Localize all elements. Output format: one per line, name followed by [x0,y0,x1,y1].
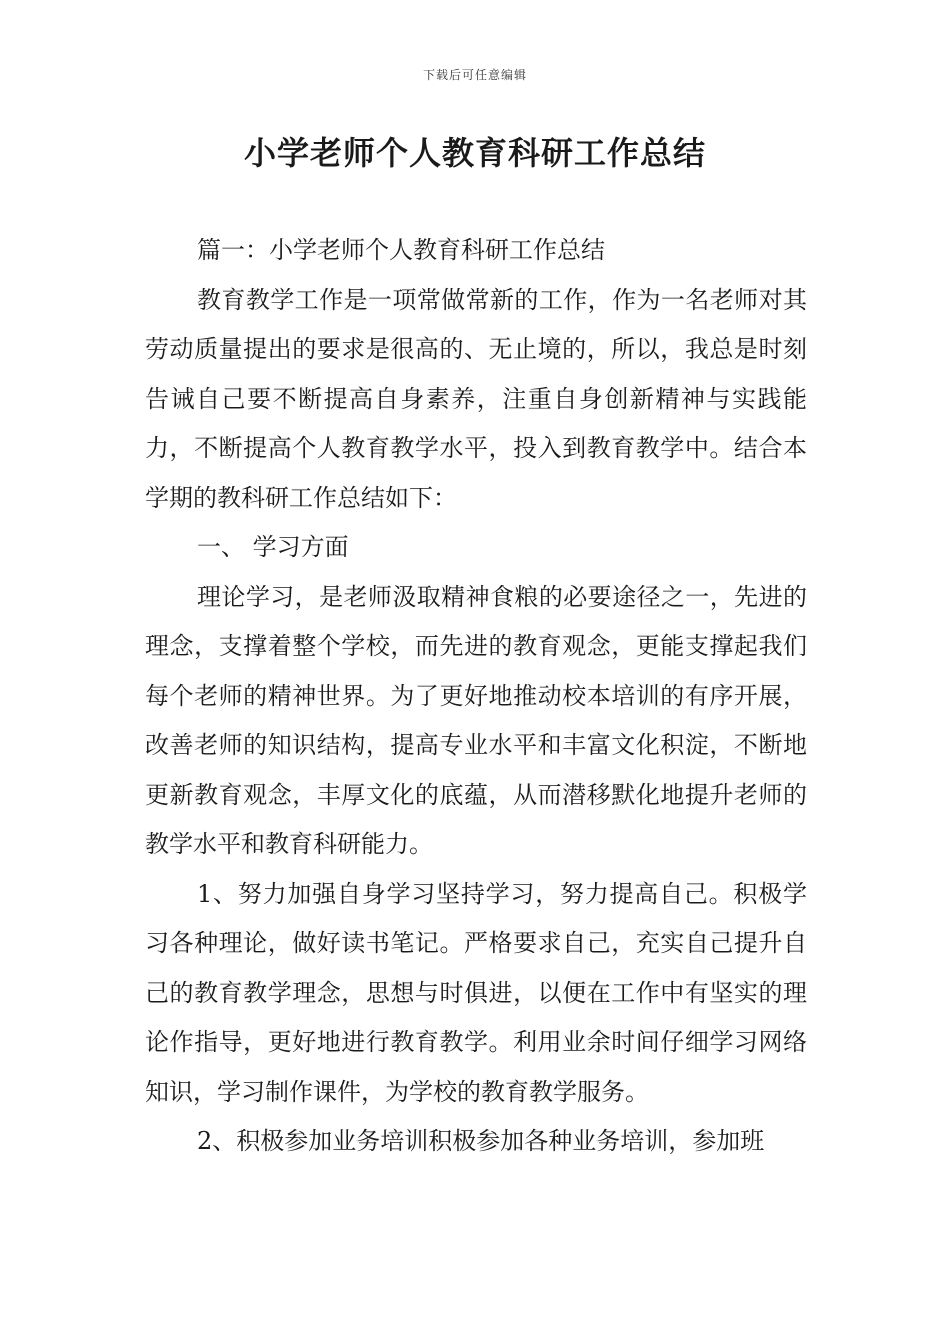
paragraph-item-2: 2、积极参加业务培训积极参加各种业务培训，参加班 [197,1127,765,1155]
document-body [145,226,807,1167]
paragraph-item-1: 1、努力加强自身学习坚持学习，努力提高自己。积极学习各种理论，做好读书笔记。严格要求自己，充实自己提升自己的教育教学理念，思想与时俱进，以便在工作中有坚实的理论作指导，更好地进行教育教学。利用业余时间仔细学习网络知识，学习制作课件，为学校的教育教学服务。 [145,879,807,1106]
section-heading-study: 一、 学习方面 [197,533,349,561]
subtitle-heading: 篇一：小学老师个人教育科研工作总结 [197,236,605,264]
paragraph-intro: 教育教学工作是一项常做常新的工作，作为一名老师对其劳动质量提出的要求是很高的、无止境的，所以，我总是时刻告诫自己要不断提高自身素养，注重自身创新精神与实践能力，不断提高个人教育教学水平，投入到教育教学中。结合本学期的教科研工作总结如下： [145,285,807,512]
document-title: 小学老师个人教育科研工作总结 [243,134,706,172]
paragraph-theory-study: 理论学习，是老师汲取精神食粮的必要途径之一，先进的理念，支撑着整个学校，而先进的教育观念，更能支撑起我们每个老师的精神世界。为了更好地推动校本培训的有序开展，改善老师的知识结构，提高专业水平和丰富文化积淀，不断地更新教育观念，丰厚文化的底蕴，从而潜移默化地提升老师的教学水平和教育科研能力。 [145,582,807,858]
header-note: 下载后可任意编辑 [422,68,527,82]
